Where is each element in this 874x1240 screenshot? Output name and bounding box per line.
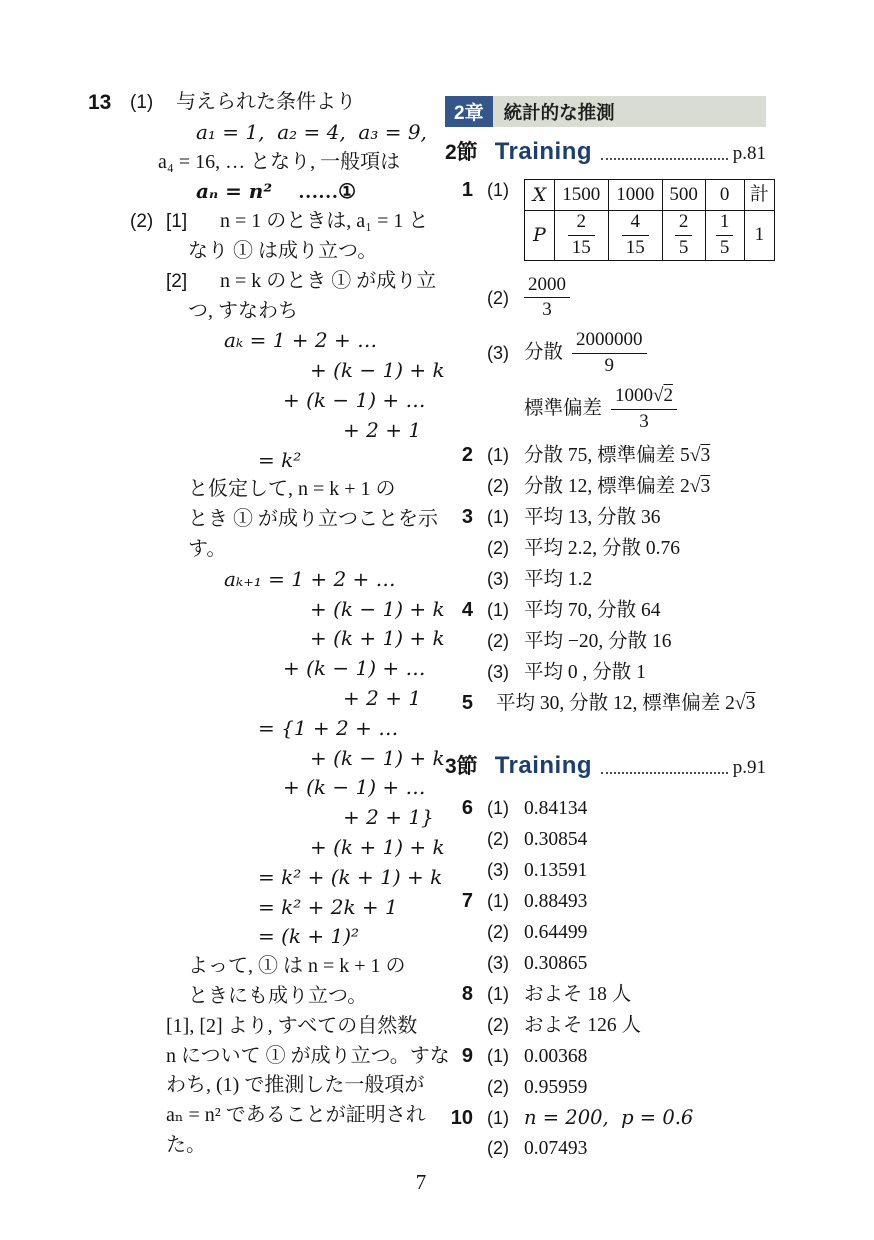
table-cell: [662, 211, 705, 261]
table-cell: 1: [744, 211, 774, 261]
answer-text: 平均 30, 分散 12, 標準偏差 2√: [496, 693, 746, 715]
part-label: (2): [130, 211, 154, 233]
math-line: = {1 + 2 + …: [258, 715, 399, 740]
answer-text: 0.30865: [524, 953, 588, 975]
problem-13-line: [88, 88, 448, 118]
math-line: + (k + 1) + k: [310, 834, 445, 859]
math-line: = (k + 1)²: [258, 924, 360, 949]
conclusion-text: aₙ = n² であることが証明され: [166, 1104, 426, 1127]
answer-text: 平均 13, 分散 36: [524, 507, 661, 529]
answer-text: 平均 −20, 分散 16: [524, 631, 672, 653]
math-line: + (k + 1) + k: [310, 626, 445, 651]
fraction: $\frac{1}{5}$: [716, 211, 734, 260]
answer-number: 8: [461, 983, 473, 1006]
radicand: 3: [700, 445, 711, 467]
answer-row-q1-2: [445, 274, 775, 323]
math-line: aₖ₊₁ = 1 + 2 + …: [224, 566, 396, 591]
math-line: + (k − 1) + k: [310, 596, 445, 621]
answer-number: 5: [461, 692, 473, 715]
answer-number: 4: [461, 599, 473, 622]
math-line: a₁ = 1, a₂ = 4, a₃ = 9,: [196, 119, 427, 144]
answer-row: [445, 688, 775, 719]
section-page-ref: p.91: [732, 757, 766, 779]
left-column: [88, 88, 448, 1161]
table-header-cell: 1500: [554, 180, 608, 211]
fraction: $\frac{2000}{3}$: [524, 274, 570, 323]
fraction: $\frac{2000000}{9}$: [572, 329, 647, 378]
answer-row: 7 (1) 0.88493: [445, 886, 775, 917]
answer-row: (2) 0.07493: [445, 1133, 775, 1164]
section-title: Training: [494, 752, 593, 780]
answer-text: 0.95959: [524, 1077, 588, 1099]
answer-text: 平均 70, 分散 64: [524, 600, 661, 622]
solution-text: す。: [188, 537, 227, 560]
table-cell: P: [525, 211, 555, 261]
dotted-leader: [601, 772, 728, 774]
stat-label: 標準偏差: [524, 398, 603, 420]
answer-text: 0.88493: [524, 891, 588, 913]
table-header-cell: 計: [744, 180, 774, 211]
solution-text: と仮定して, n = k + 1 の: [188, 478, 396, 501]
answer-text: 分散 75, 標準偏差 5√: [524, 445, 701, 467]
fraction: $\frac{1000√2}{3}$: [611, 385, 677, 434]
answer-row: (2) およそ 126 人: [445, 1010, 775, 1041]
radicand: 2: [663, 384, 673, 406]
answer-row: 8 (1) およそ 18 人: [445, 979, 775, 1010]
conclusion-text: [1], [2] より, すべての自然数: [166, 1014, 418, 1037]
answer-text: 0.07493: [524, 1138, 588, 1160]
table-cell: [608, 211, 662, 261]
radicand: 3: [745, 693, 756, 715]
stat-label: 分散: [524, 342, 564, 364]
table-header-cell: X: [525, 180, 555, 211]
answer-row: 6 (1) 0.84134: [445, 793, 775, 824]
section-header-2: [445, 135, 766, 169]
answer-row: (2) 0.95959: [445, 1072, 775, 1103]
answer-row: 10 (1) n = 200, p = 0.6: [445, 1103, 775, 1133]
chapter-header: [445, 96, 766, 127]
chapter-badge: 2章: [445, 96, 493, 127]
answer-row: (2) 平均 2.2, 分散 0.76: [445, 533, 775, 564]
answer-row: (2) 分散 12, 標準偏差 2√3: [487, 476, 711, 498]
answer-number: 3: [461, 506, 473, 529]
answer-number: 2: [461, 444, 473, 467]
table-header-cell: 1000: [608, 180, 662, 211]
solution-text: 与えられた条件より: [176, 91, 356, 113]
answer-row-q1-3b: [445, 385, 775, 434]
solution-text: よって, ① は n = k + 1 の: [188, 955, 406, 978]
section-label: 3節: [445, 755, 478, 779]
table-cell: [705, 211, 744, 261]
math-line: + (k − 1) + …: [283, 387, 426, 412]
answer-number: 1: [461, 179, 473, 201]
answer-row: 4 (1) 平均 70, 分散 64: [445, 595, 775, 626]
math-line: a₄ = 16, … となり, 一般項は: [158, 150, 401, 173]
step-label: [1]: [166, 211, 188, 233]
answer-row-q1-3: [445, 329, 775, 378]
table-cell: [554, 211, 608, 261]
spacer: [445, 783, 775, 793]
answer-sublabel: (3): [487, 343, 509, 364]
answer-number: 6: [461, 797, 473, 820]
answer-row: (2) 0.64499: [445, 917, 775, 948]
right-column: [445, 96, 775, 1164]
table-row-P: [525, 211, 775, 261]
answer-text: n = 200, p = 0.6: [524, 1106, 694, 1130]
dotted-leader: [601, 158, 728, 160]
answer-text: 0.64499: [524, 922, 588, 944]
page-number: 7: [415, 1170, 427, 1194]
answer-row-q1-1: [445, 175, 775, 267]
math-line: aₖ = 1 + 2 + …: [224, 328, 378, 353]
math-line: = k² + (k + 1) + k: [258, 864, 443, 889]
answer-number: 10: [450, 1107, 473, 1130]
table-header-cell: 500: [662, 180, 705, 211]
probability-table: [524, 179, 775, 261]
answer-row: 2 (1) 分散 75, 標準偏差 5√3: [445, 440, 775, 471]
math-line: = k²: [258, 447, 302, 472]
conclusion-text: n について ① が成り立つ。すな: [166, 1044, 450, 1067]
answer-row: 3 (1) 平均 13, 分散 36: [445, 502, 775, 533]
answer-text: 平均 2.2, 分散 0.76: [524, 538, 681, 560]
spacer: [445, 719, 775, 741]
problem-number: 13: [88, 91, 112, 114]
math-line: + (k − 1) + …: [283, 775, 426, 800]
math-line: + 2 + 1}: [343, 805, 434, 830]
math-line: = k² + 2k + 1: [258, 894, 398, 919]
answer-text: 0.00368: [524, 1046, 588, 1068]
answer-number: 9: [461, 1045, 473, 1068]
math-line: + 2 + 1: [343, 685, 422, 710]
solution-text: なり ① は成り立つ。: [188, 239, 378, 262]
answer-sublabel: (1): [487, 180, 509, 200]
section-page-ref: p.81: [732, 143, 766, 164]
math-line: + (k − 1) + k: [310, 358, 445, 383]
conclusion-text: た。: [166, 1133, 206, 1156]
math-line: + 2 + 1: [343, 417, 422, 442]
answer-text: 0.13591: [524, 860, 588, 882]
answer-text: およそ 18 人: [524, 984, 632, 1006]
answer-sublabel: (2): [487, 287, 509, 308]
answer-row: 9 (1) 0.00368: [445, 1041, 775, 1072]
solution-text: n = k のとき ① が成り立: [220, 269, 437, 292]
answer-text: 分散 12, 標準偏差 2√: [524, 476, 701, 498]
fraction: $\frac{4}{15}$: [622, 211, 649, 260]
conclusion-text: わち, (1) で推測した一般項が: [166, 1074, 425, 1097]
answer-number: 7: [461, 890, 473, 913]
solution-text: とき ① が成り立つことを示: [188, 508, 438, 531]
answer-text: 0.30854: [524, 829, 588, 851]
answer-text: 0.84134: [524, 798, 588, 820]
math-line: + (k − 1) + …: [283, 656, 426, 681]
section-label: 2節: [445, 141, 478, 164]
section-header-3: [445, 749, 766, 783]
answer-row: (2) 平均 −20, 分散 16: [445, 626, 775, 657]
answer-text: 平均 1.2: [524, 569, 593, 591]
answer-row: (2) 0.30854: [445, 824, 775, 855]
chapter-title: 統計的な推測: [503, 101, 615, 123]
equation-ref: ……①: [298, 181, 357, 204]
table-row-X: [525, 180, 775, 211]
step-label: [2]: [166, 270, 188, 292]
section-title: Training: [494, 138, 593, 165]
answer-text: 平均 0 , 分散 1: [524, 662, 646, 684]
math-line: + (k − 1) + k: [310, 745, 445, 770]
answer-row: (3) 平均 1.2: [445, 564, 775, 595]
solution-text: ときにも成り立つ。: [188, 984, 368, 1007]
table-header-cell: 0: [705, 180, 744, 211]
fraction: $\frac{2}{15}$: [568, 211, 595, 260]
answer-row: (3) 0.13591: [445, 855, 775, 886]
math-line-bold: aₙ = n² ……①: [196, 179, 357, 204]
answer-row: (3) 平均 0 , 分散 1: [445, 657, 775, 688]
answer-text: およそ 126 人: [524, 1015, 642, 1037]
radicand: 3: [700, 476, 711, 498]
part-label: (1): [130, 92, 154, 113]
fraction: $\frac{2}{5}$: [675, 211, 693, 260]
solution-text: n = 1 のときは, a₁ = 1 と: [220, 210, 429, 233]
solution-text: つ, すなわち: [188, 299, 298, 322]
answer-row: (3) 0.30865: [445, 948, 775, 979]
